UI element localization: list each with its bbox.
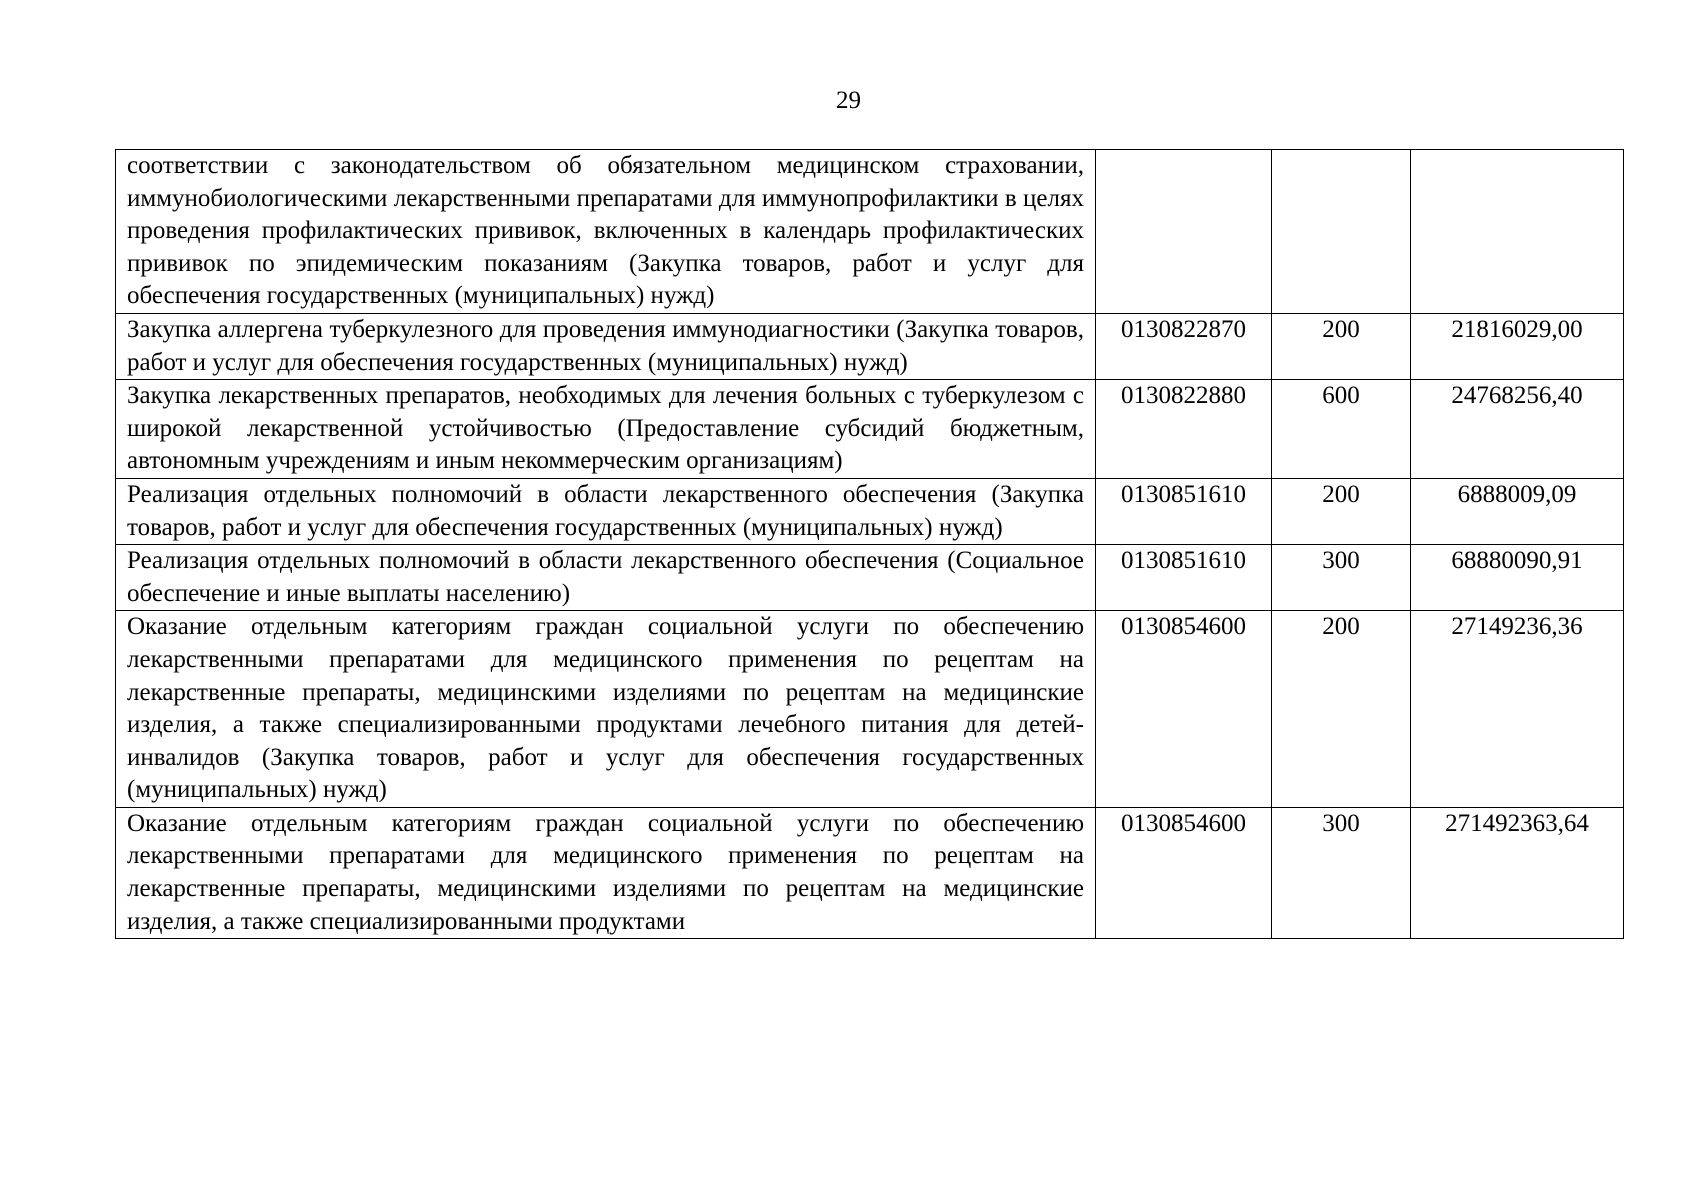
amount-value — [1411, 150, 1624, 314]
target-article-code: 0130854600 — [1096, 807, 1272, 938]
target-article-code: 0130822870 — [1096, 313, 1272, 379]
expense-description: Реализация отдельных полномочий в области лекарственного обеспечения (Социальное обеспечение и иные выплаты населению) — [116, 545, 1096, 611]
amount-value: 6888009,09 — [1411, 478, 1624, 544]
amount-value: 21816029,00 — [1411, 313, 1624, 379]
amount-value: 271492363,64 — [1411, 807, 1624, 938]
expense-type-code: 300 — [1272, 545, 1411, 611]
page-number: 29 — [836, 87, 861, 114]
table-row — [116, 150, 1624, 314]
amount-value: 68880090,91 — [1411, 545, 1624, 611]
table-row — [116, 380, 1624, 479]
expense-type-code: 200 — [1272, 611, 1411, 808]
table-row — [116, 545, 1624, 611]
budget-allocation-table — [115, 149, 1624, 939]
target-article-code: 0130854600 — [1096, 611, 1272, 808]
expense-description: Закупка лекарственных препаратов, необходимых для лечения больных с туберкулезом с широкой лекарственной устойчивостью (Предоставление субсидий бюджетным, автономным учреждениям и иным некоммерческим организациям) — [116, 380, 1096, 479]
table-row — [116, 478, 1624, 544]
table-row — [116, 313, 1624, 379]
amount-value: 24768256,40 — [1411, 380, 1624, 479]
target-article-code: 0130851610 — [1096, 545, 1272, 611]
target-article-code: 0130851610 — [1096, 478, 1272, 544]
expense-description: Закупка аллергена туберкулезного для проведения иммунодиагностики (Закупка товаров, работ и услуг для обеспечения государственных (муниципальных) нужд) — [116, 313, 1096, 379]
expense-type-code: 200 — [1272, 313, 1411, 379]
expense-type-code: 200 — [1272, 478, 1411, 544]
expense-description: Оказание отдельным категориям граждан социальной услуги по обеспечению лекарственными препаратами для медицинского применения по рецептам на лекарственные препараты, медицинскими изделиями по рецептам на медицинские изделия, а также специализированными продуктами лечебного питания для детей-инвалидов (Закупка товаров, работ и услуг для обеспечения государственных (муниципальных) нужд) — [116, 611, 1096, 808]
target-article-code — [1096, 150, 1272, 314]
table-row — [116, 611, 1624, 808]
amount-value: 27149236,36 — [1411, 611, 1624, 808]
expense-description: соответствии с законодательством об обязательном медицинском страховании, иммунобиологическими лекарственными препаратами для иммунопрофилактики в целях проведения профилактических прививок, включенных в календарь профилактических прививок по эпидемическим показаниям (Закупка товаров, работ и услуг для обеспечения государственных (муниципальных) нужд) — [116, 150, 1096, 314]
expense-description: Оказание отдельным категориям граждан социальной услуги по обеспечению лекарственными препаратами для медицинского применения по рецептам на лекарственные препараты, медицинскими изделиями по рецептам на медицинские изделия, а также специализированными продуктами — [116, 807, 1096, 938]
table-row — [116, 807, 1624, 938]
expense-type-code: 600 — [1272, 380, 1411, 479]
expense-type-code: 300 — [1272, 807, 1411, 938]
target-article-code: 0130822880 — [1096, 380, 1272, 479]
expense-description: Реализация отдельных полномочий в области лекарственного обеспечения (Закупка товаров, работ и услуг для обеспечения государственных (муниципальных) нужд) — [116, 478, 1096, 544]
expense-type-code — [1272, 150, 1411, 314]
